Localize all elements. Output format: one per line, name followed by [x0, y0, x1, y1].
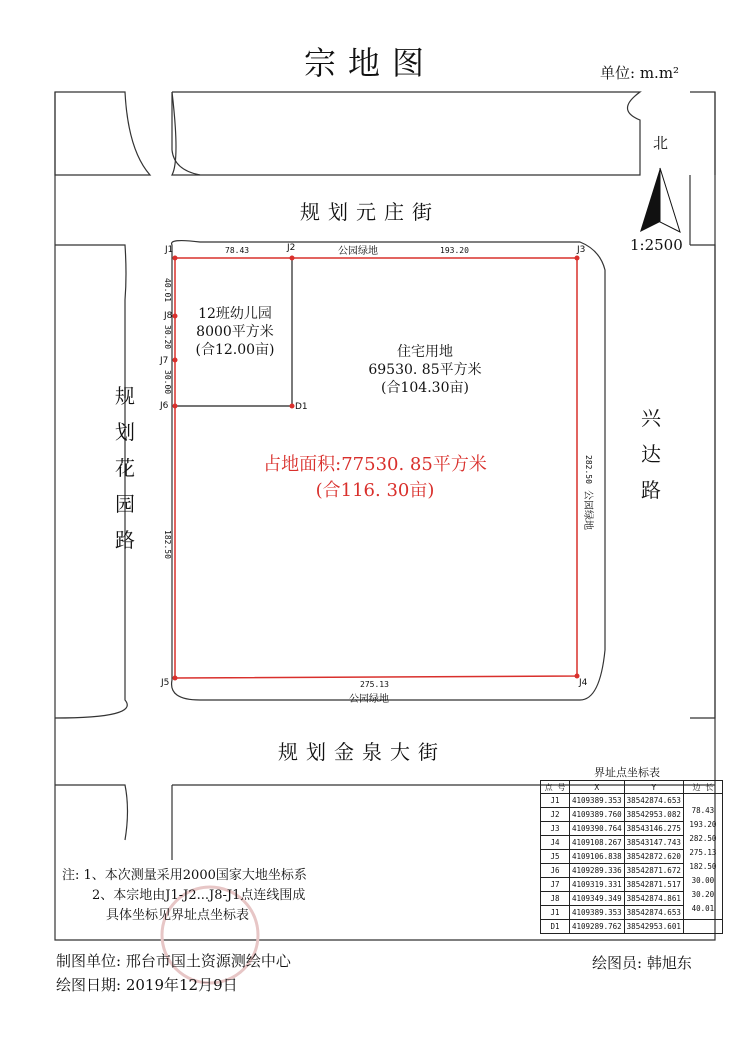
total-area-mu: (合116. 30亩) — [315, 480, 435, 501]
block-top-right-edge — [690, 92, 715, 175]
point-J5 — [173, 676, 178, 681]
cell-x: 4109349.349 — [570, 892, 625, 906]
point-J6 — [173, 404, 178, 409]
point-J8 — [173, 314, 178, 319]
cell-x: 4109106.838 — [570, 850, 625, 864]
point-J2 — [290, 256, 295, 261]
residential-name: 住宅用地 — [397, 344, 453, 360]
footer-drafter: 绘图员: 韩旭东 — [592, 954, 692, 972]
label-J2: J2 — [287, 243, 296, 253]
coord-table-body — [541, 794, 723, 934]
dim-j4-j5: 275.13 — [360, 680, 389, 689]
cell-edge: 40.01 — [683, 899, 722, 913]
street-south: 规划金泉大街 — [278, 740, 446, 764]
kindergarten-mu: (合12.00亩) — [195, 342, 275, 358]
footer-unit: 制图单位: 邢台市国土资源测绘中心 — [56, 952, 291, 970]
cell-pt: J3 — [541, 822, 570, 836]
label-J3: J3 — [577, 245, 586, 255]
cell-pt: J1 — [541, 906, 570, 920]
dim-j1-j2: 78.43 — [225, 246, 250, 255]
cell-edge: 193.20 — [683, 815, 722, 829]
label-D1: D1 — [295, 402, 308, 412]
kindergarten-zone — [178, 305, 292, 359]
header-x: X — [570, 781, 625, 794]
cell-pt: J1 — [541, 794, 570, 808]
note-1: 注: 1、本次测量采用2000国家大地坐标系 — [62, 868, 307, 883]
cell-edge: 30.20 — [683, 885, 722, 899]
cell-edge — [683, 920, 722, 934]
cell-edge: 275.13 — [683, 843, 722, 857]
block-top-middle — [172, 92, 640, 175]
road-east: 兴达路 — [641, 406, 661, 502]
cell-x: 4109289.336 — [570, 864, 625, 878]
point-J3 — [575, 256, 580, 261]
label-J6: J6 — [160, 401, 169, 411]
cell-pt: J2 — [541, 808, 570, 822]
block-bottom-left — [55, 785, 128, 840]
north-arrow — [640, 168, 680, 232]
block-top-left — [55, 92, 150, 175]
dim-j2-j3: 193.20 — [440, 246, 469, 255]
dim-j3-j4: 282.50 — [584, 455, 593, 484]
green-space-north: 公园绿地 — [338, 246, 378, 257]
cell-pt: D1 — [541, 920, 570, 934]
label-J7: J7 — [160, 356, 169, 366]
dim-j6-j7: 30.00 — [163, 370, 172, 395]
street-north: 规划元庄街 — [300, 200, 440, 224]
block-right-strip — [690, 245, 715, 718]
cell-y: 38542871.517 — [624, 878, 683, 892]
cell-y: 38542953.601 — [624, 920, 683, 934]
note-2: 2、本宗地由J1-J2...J8-J1点连线围成 — [92, 888, 306, 903]
label-J8: J8 — [164, 311, 173, 321]
cell-edge: 182.50 — [683, 857, 722, 871]
kindergarten-area: 8000平方米 — [196, 324, 274, 340]
cell-x: 4109319.331 — [570, 878, 625, 892]
notes — [62, 866, 307, 926]
cell-y: 38542874.653 — [624, 906, 683, 920]
cell-edge: 282.50 — [683, 829, 722, 843]
note-3: 具体坐标见界址点坐标表 — [106, 908, 250, 923]
cell-y: 38542872.620 — [624, 850, 683, 864]
cell-x: 4109289.762 — [570, 920, 625, 934]
label-J4: J4 — [579, 678, 588, 688]
cell-y: 38542871.672 — [624, 864, 683, 878]
scale-label: 1:2500 — [630, 236, 683, 254]
unit-label: 单位: m.m² — [600, 64, 680, 82]
cell-pt: J6 — [541, 864, 570, 878]
cell-y: 38543146.275 — [624, 822, 683, 836]
cell-x: 4109390.764 — [570, 822, 625, 836]
label-J5: J5 — [161, 678, 170, 688]
cell-y: 38543147.743 — [624, 836, 683, 850]
cell-edge: 78.43 — [683, 801, 722, 815]
dim-j7-j8: 30.20 — [163, 325, 172, 350]
cell-y: 38542874.653 — [624, 794, 683, 808]
cell-y: 38542953.082 — [624, 808, 683, 822]
point-D1 — [290, 404, 295, 409]
header-point: 点 号 — [541, 781, 570, 794]
table-row — [541, 794, 723, 808]
coord-table-header — [541, 781, 723, 794]
north-arrow-left — [640, 168, 660, 232]
map-title: 宗地图 — [303, 44, 436, 82]
table-row — [541, 920, 723, 934]
dim-j5-j6: 182.50 — [163, 530, 172, 559]
cell-x: 4109389.760 — [570, 808, 625, 822]
footer-date: 绘图日期: 2019年12月9日 — [56, 976, 238, 994]
north-label: 北 — [653, 134, 669, 152]
green-space-east: 公园绿地 — [582, 490, 593, 530]
total-area — [175, 452, 575, 504]
point-J1 — [173, 256, 178, 261]
road-west: 规划花园路 — [115, 384, 135, 552]
total-area-value: 占地面积:77530. 85平方米 — [263, 454, 487, 475]
coord-table — [540, 780, 723, 934]
cell-pt: J4 — [541, 836, 570, 850]
north-arrow-right — [660, 168, 680, 232]
label-J1: J1 — [165, 245, 174, 255]
point-J7 — [173, 358, 178, 363]
kindergarten-name: 12班幼儿园 — [198, 306, 272, 322]
cell-x: 4109389.353 — [570, 794, 625, 808]
cell-pt: J5 — [541, 850, 570, 864]
residential-area: 69530. 85平方米 — [368, 362, 482, 378]
cell-x: 4109389.353 — [570, 906, 625, 920]
green-space-south: 公园绿地 — [349, 694, 389, 705]
header-edge: 边 长 — [683, 781, 722, 794]
cell-x: 4109108.267 — [570, 836, 625, 850]
coord-table-title: 界址点坐标表 — [594, 766, 660, 779]
cell-pt: J8 — [541, 892, 570, 906]
residential-mu: (合104.30亩) — [381, 380, 469, 396]
header-y: Y — [624, 781, 683, 794]
dim-j8-j1: 40.01 — [163, 278, 172, 303]
cell-edge: 30.00 — [683, 871, 722, 885]
cell-y: 38542874.861 — [624, 892, 683, 906]
cell-pt: J7 — [541, 878, 570, 892]
residential-zone — [345, 343, 505, 397]
